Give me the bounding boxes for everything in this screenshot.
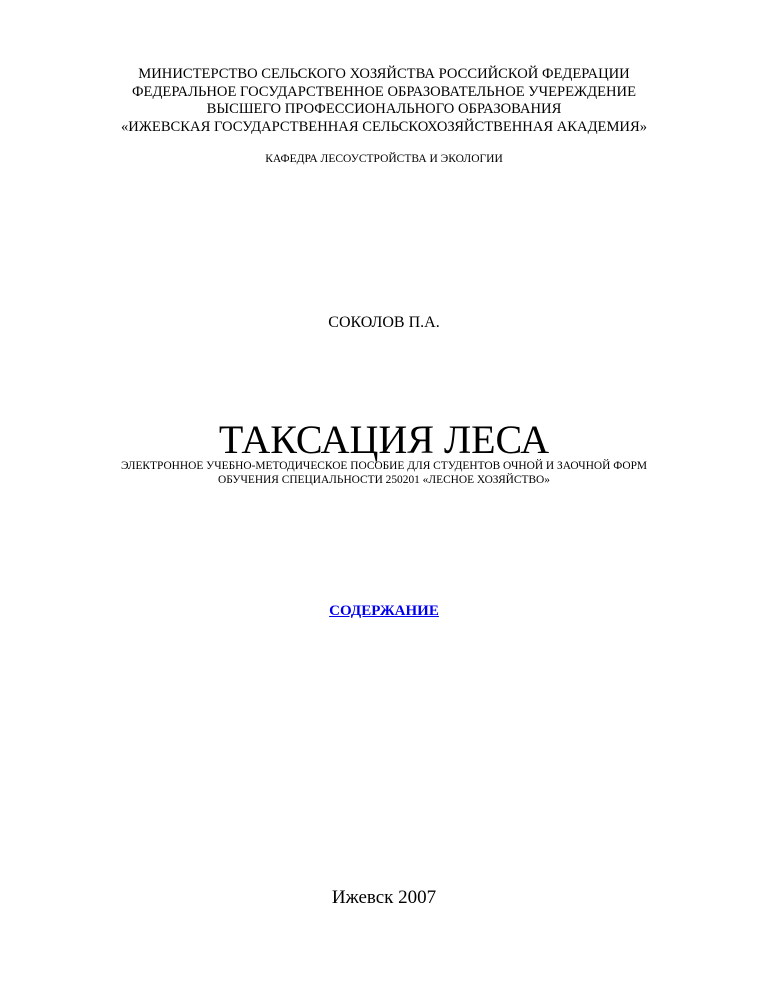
ministry-header — [0, 66, 768, 136]
subtitle-line-2: ОБУЧЕНИЯ СПЕЦИАЛЬНОСТИ 250201 «ЛЕСНОЕ ХОЗЯЙСТВО» — [218, 473, 550, 486]
department-name: КАФЕДРА ЛЕСОУСТРОЙСТВА И ЭКОЛОГИИ — [265, 153, 503, 165]
ministry-line-4: «ИЖЕВСКАЯ ГОСУДАРСТВЕННАЯ СЕЛЬСКОХОЗЯЙСТВЕННАЯ АКАДЕМИЯ» — [121, 118, 647, 135]
author-name: СОКОЛОВ П.А. — [328, 314, 440, 331]
ministry-line-1: МИНИСТЕРСТВО СЕЛЬСКОГО ХОЗЯЙСТВА РОССИЙСКОЙ ФЕДЕРАЦИИ — [138, 66, 630, 82]
document-title: ТАКСАЦИЯ ЛЕСА — [218, 417, 550, 462]
city-year: Ижевск 2007 — [331, 887, 437, 908]
toc-link-container — [0, 601, 768, 621]
ministry-line-3: ВЫСШЕГО ПРОФЕССИОНАЛЬНОГО ОБРАЗОВАНИЯ — [206, 101, 562, 117]
document-subtitle — [0, 460, 768, 487]
ministry-line-2: ФЕДЕРАЛЬНОЕ ГОСУДАРСТВЕННОЕ ОБРАЗОВАТЕЛЬНОЕ УЧЕРЕЖДЕНИЕ — [132, 83, 636, 100]
subtitle-line-1: ЭЛЕКТРОННОЕ УЧЕБНО-МЕТОДИЧЕСКОЕ ПОСОБИЕ ДЛЯ СТУДЕНТОВ ОЧНОЙ И ЗАОЧНОЙ ФОРМ — [120, 460, 648, 472]
table-of-contents-link[interactable]: СОДЕРЖАНИЕ — [329, 603, 439, 619]
